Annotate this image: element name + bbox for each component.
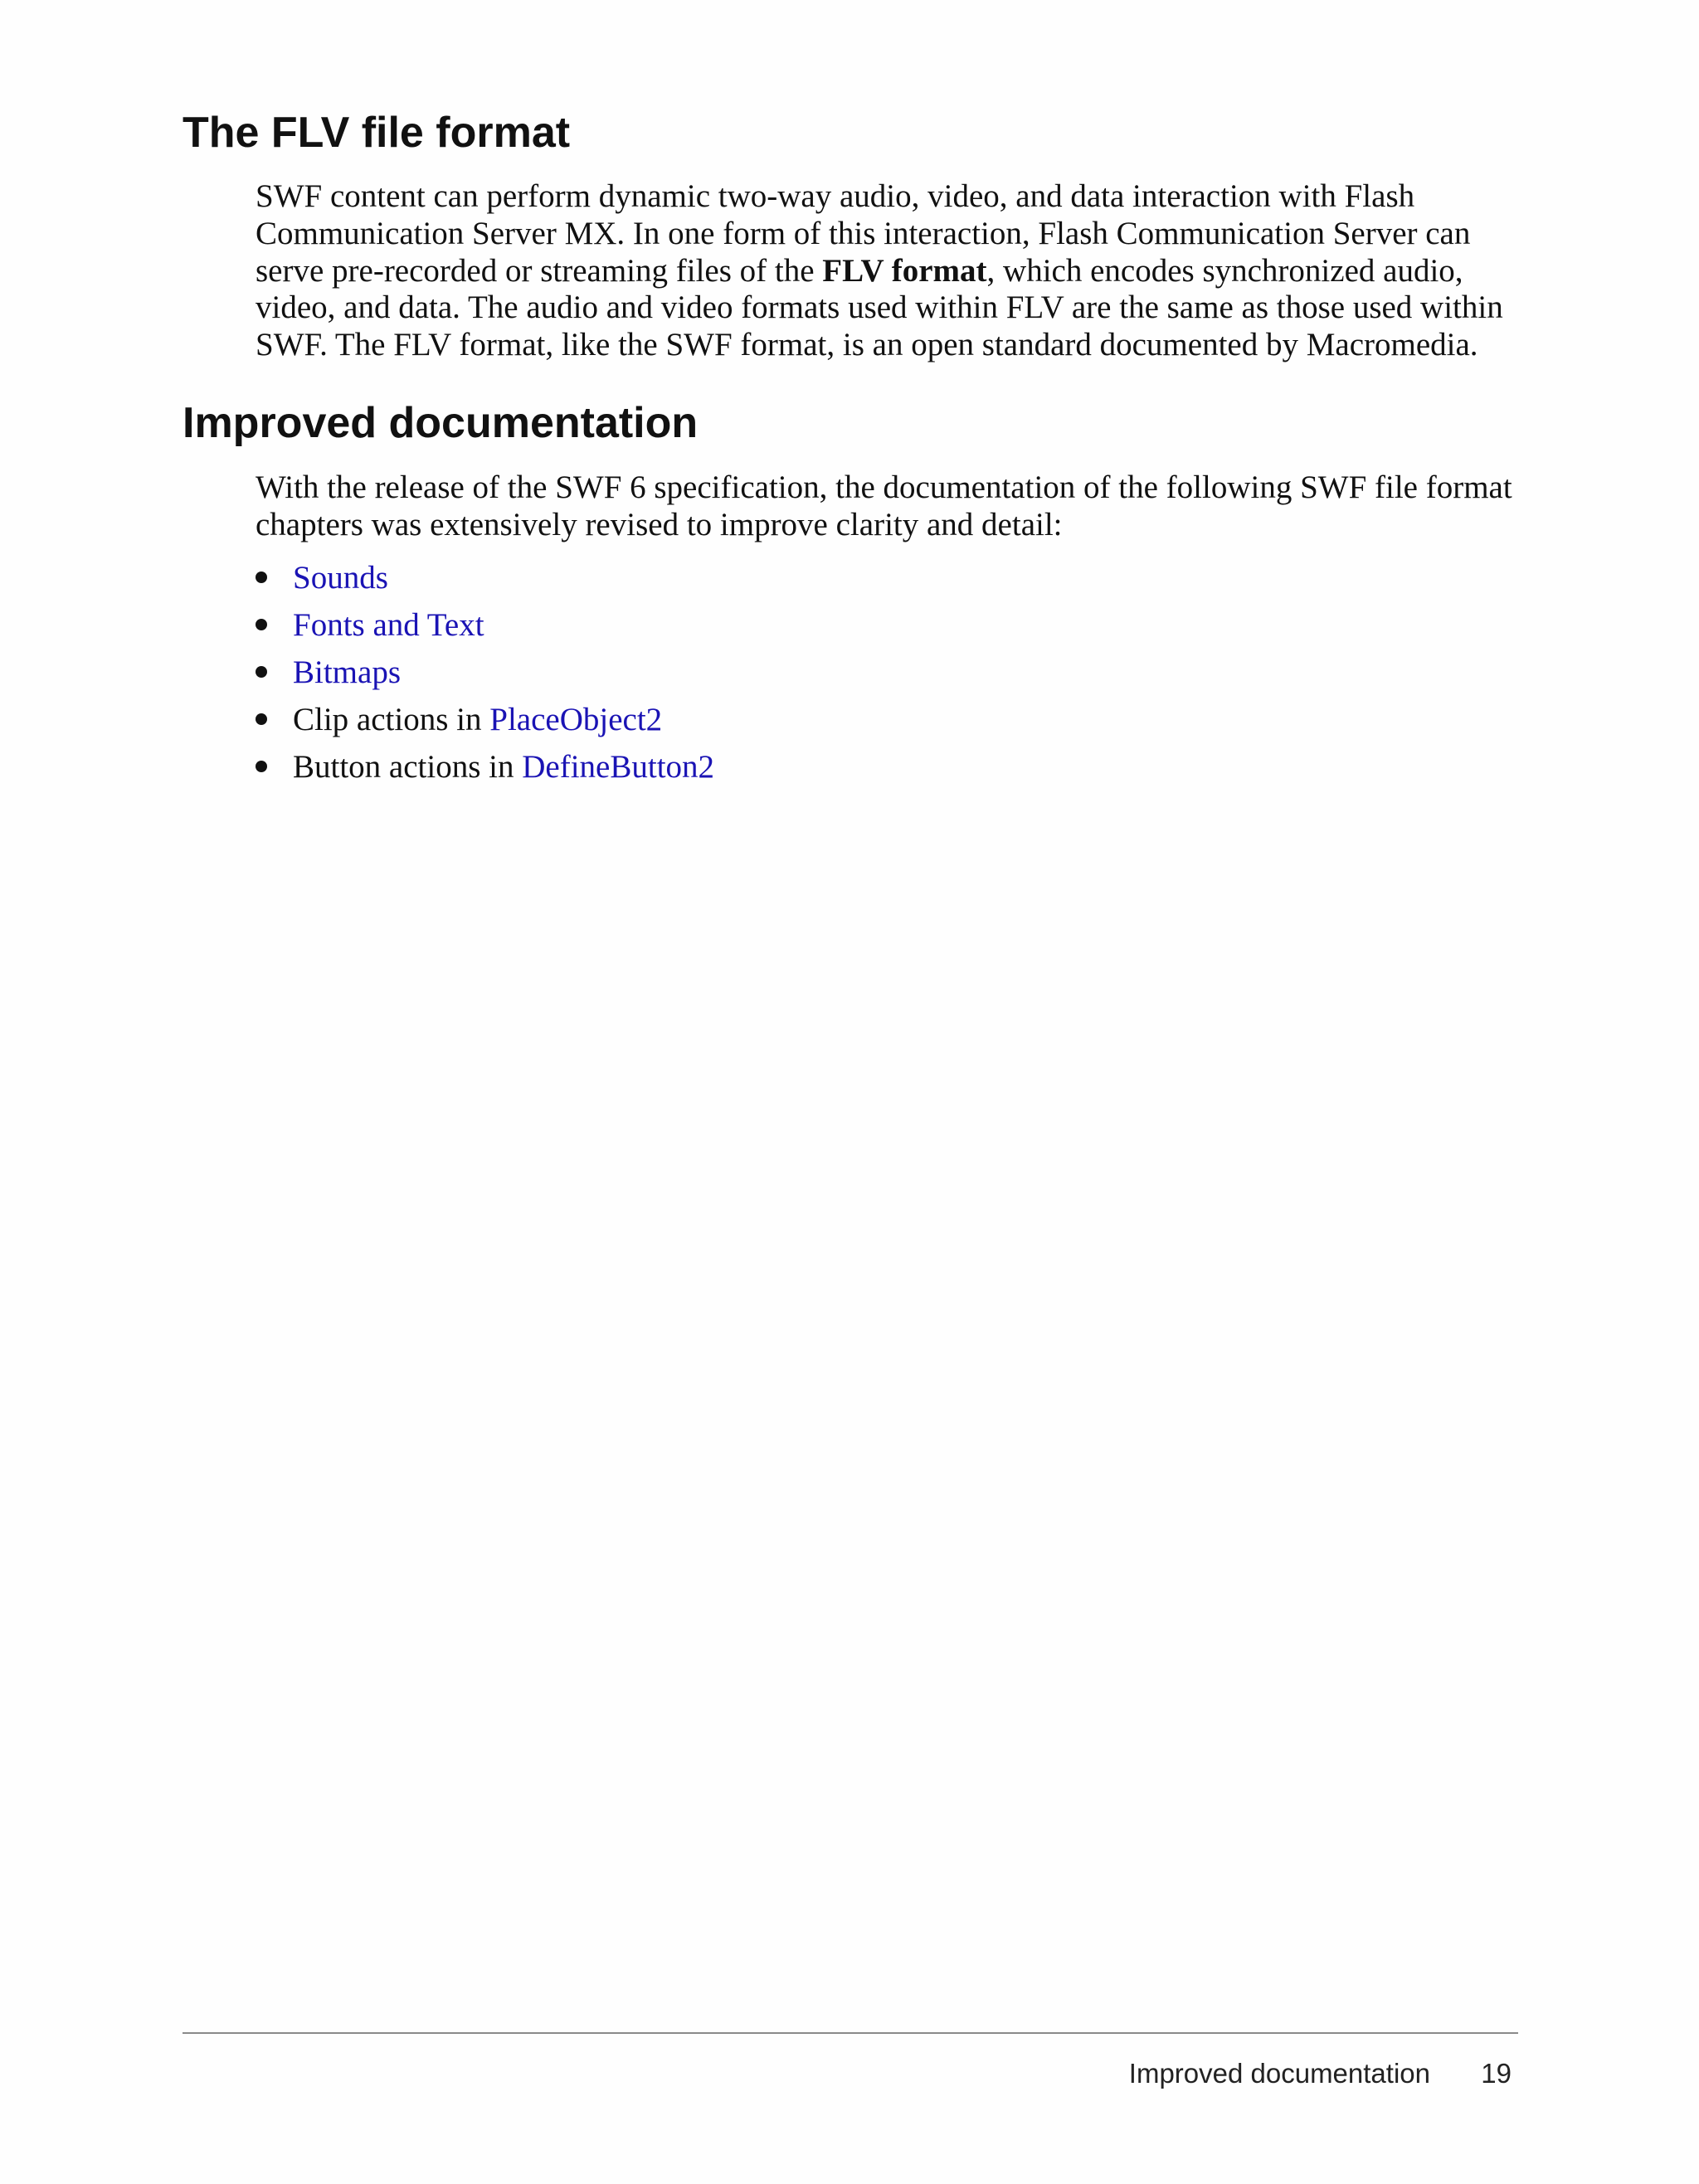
paragraph-line: Communication Server MX. In one form of this interaction, Flash Communication Server can	[256, 215, 1471, 251]
section-heading-improved-documentation: Improved documentation	[183, 399, 699, 447]
paragraph-text: , which encodes synchronized audio,	[986, 252, 1463, 289]
flv-paragraph	[256, 178, 1541, 364]
list-item	[256, 743, 714, 790]
bullet-icon	[256, 761, 267, 772]
revised-chapters-list	[256, 554, 714, 790]
paragraph-text: serve pre-recorded or streaming files of the	[256, 252, 823, 289]
link-bitmaps[interactable]: Bitmaps	[293, 654, 402, 690]
footer-divider	[183, 2032, 1518, 2034]
list-item	[256, 696, 714, 743]
footer-section-title: Improved documentation	[1128, 2058, 1430, 2089]
paragraph-line: video, and data. The audio and video formats used within FLV are the same as those used within	[256, 289, 1503, 326]
paragraph-line	[256, 253, 1541, 290]
bullet-icon	[256, 666, 267, 678]
bullet-icon	[256, 572, 267, 583]
list-item-prefix: Button actions in	[293, 749, 523, 785]
link-placeobject2[interactable]: PlaceObject2	[489, 702, 663, 737]
list-item	[256, 554, 714, 601]
paragraph-line: SWF. The FLV format, like the SWF format, is an open standard documented by Macromedia.	[256, 327, 1478, 363]
documentation-paragraph	[256, 469, 1541, 544]
paragraph-line: SWF content can perform dynamic two-way audio, video, and data interaction with Flash	[256, 178, 1415, 214]
bullet-icon	[256, 619, 267, 630]
list-item	[256, 649, 714, 696]
bullet-icon	[256, 713, 267, 725]
flv-format-term: FLV format	[822, 252, 987, 289]
list-item	[256, 601, 714, 649]
link-definebutton2[interactable]: DefineButton2	[522, 749, 715, 785]
section-heading-flv-file-format: The FLV file format	[183, 109, 571, 157]
paragraph-line: chapters was extensively revised to improve clarity and detail:	[256, 506, 1063, 542]
footer-page-number: 19	[1481, 2058, 1512, 2089]
list-item-prefix: Clip actions in	[293, 702, 490, 737]
link-fonts-and-text[interactable]: Fonts and Text	[293, 607, 484, 643]
link-sounds[interactable]: Sounds	[293, 560, 388, 596]
paragraph-line: With the release of the SWF 6 specification, the documentation of the following SWF file format	[256, 469, 1512, 505]
